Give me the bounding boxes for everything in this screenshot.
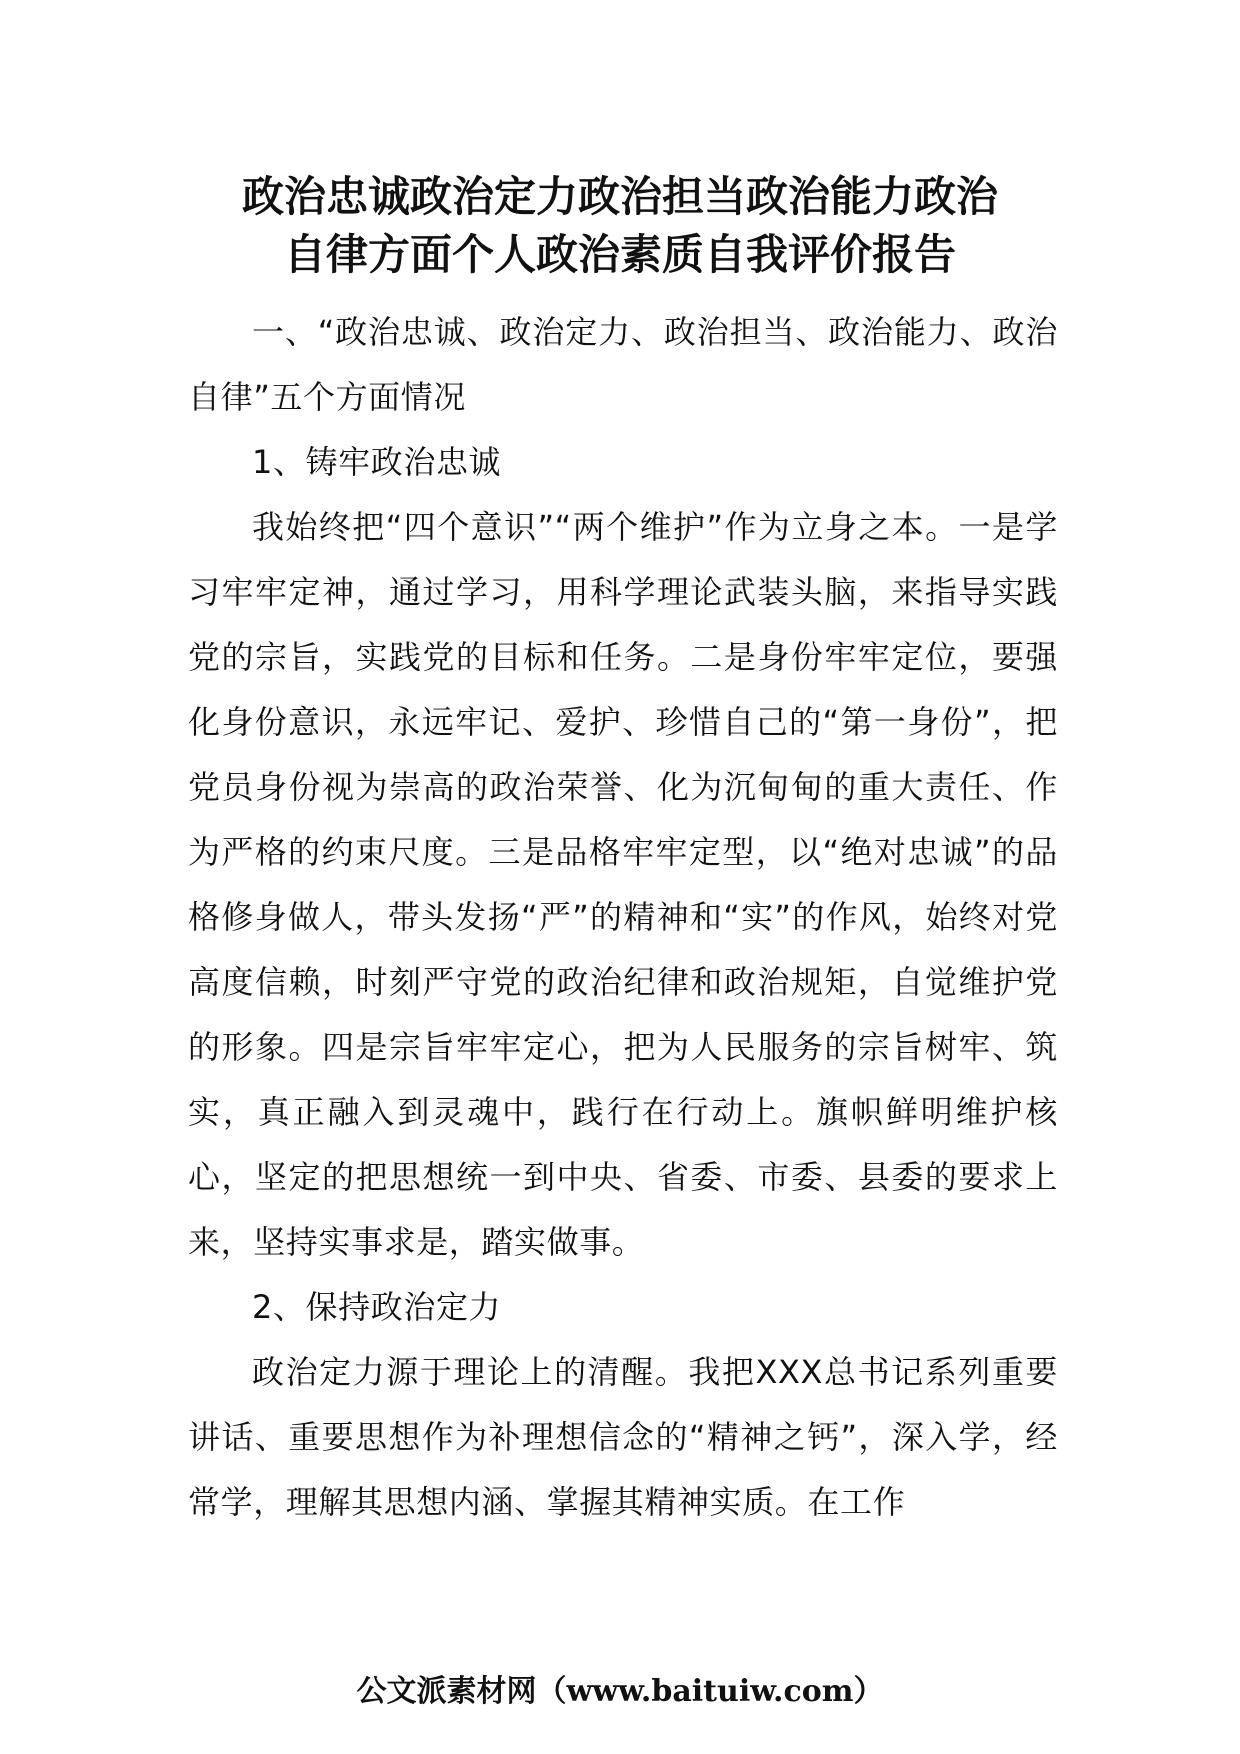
body-paragraph-1: 我始终把“四个意识”“两个维护”作为立身之本。一是学习牢牢定神，通过学习，用科学理论武装头脑，来指导实践党的宗旨，实践党的目标和任务。二是身份牢牢定位，要强化身份意识，永远牢记、爱护、珍惜自己的“第一身份”，把党员身份视为崇高的政治荣誉、化为沉甸甸的重大责任、作为严格的约束尺度。三是品格牢牢定型，以“绝对忠诚”的品格修身做人，带头发扬“严”的精神和“实”的作风，始终对党高度信赖，时刻严守党的政治纪律和政治规矩，自觉维护党的形象。四是宗旨牢牢定心，把为人民服务的宗旨树牢、筑实，真正融入到灵魂中，践行在行动上。旗帜鲜明维护核心，坚定的把思想统一到中央、省委、市委、县委的要求上来，坚持实事求是，踏实做事。 bbox=[188, 508, 1058, 1261]
footer-watermark: 公文派素材网（www.baituiw.com） bbox=[356, 1674, 884, 1709]
document-body bbox=[188, 300, 1058, 1535]
document-title bbox=[150, 168, 1090, 284]
section-heading: 一、“政治忠诚、政治定力、政治担当、政治能力、政治自律”五个方面情况 bbox=[188, 313, 1058, 416]
title-line-2: 自律方面个人政治素质自我评价报告 bbox=[283, 230, 956, 279]
subsection-heading-1: 1、铸牢政治忠诚 bbox=[252, 443, 502, 481]
title-line-1: 政治忠诚政治定力政治担当政治能力政治 bbox=[241, 172, 998, 221]
body-paragraph-2: 政治定力源于理论上的清醒。我把XXX总书记系列重要讲话、重要思想作为补理想信念的“精神之钙”，深入学，经常学，理解其思想内涵、掌握其精神实质。在工作 bbox=[188, 1353, 1058, 1521]
subsection-heading-2: 2、保持政治定力 bbox=[252, 1288, 502, 1326]
